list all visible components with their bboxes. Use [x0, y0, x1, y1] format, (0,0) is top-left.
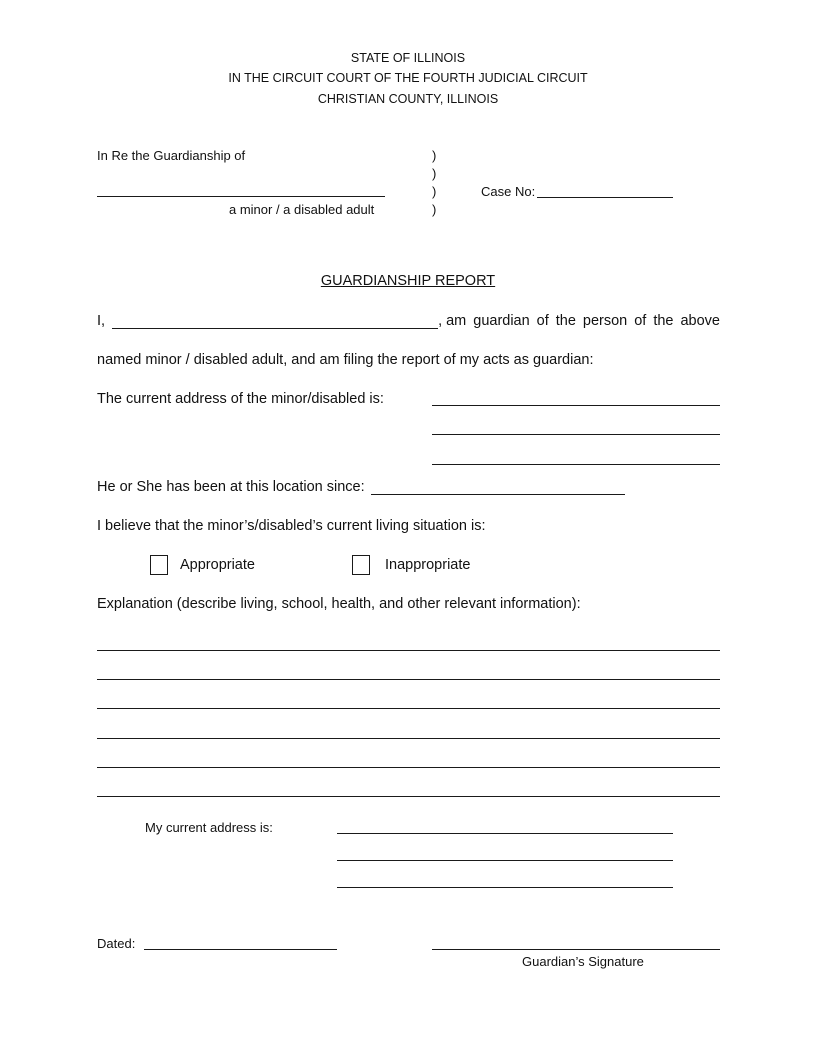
- intro-word-of-2: of: [634, 313, 647, 329]
- inappropriate-checkbox[interactable]: [352, 555, 370, 575]
- ward-address-line-2[interactable]: [432, 434, 720, 435]
- caption-paren-2: ): [432, 166, 437, 181]
- guardian-address-line-1[interactable]: [337, 833, 673, 834]
- case-no-line[interactable]: [537, 197, 673, 198]
- dated-label: Dated:: [97, 936, 136, 951]
- in-re-label: In Re the Guardianship of: [97, 148, 246, 163]
- intro-word-guardian: guardian: [473, 313, 530, 329]
- report-title: GUARDIANSHIP REPORT: [320, 273, 496, 289]
- ward-address-line-3[interactable]: [432, 464, 720, 465]
- appropriate-checkbox[interactable]: [150, 555, 168, 575]
- court-state-heading: STATE OF ILLINOIS: [350, 51, 466, 65]
- ward-type-label: a minor / a disabled adult: [229, 202, 375, 217]
- inappropriate-label: Inappropriate: [385, 557, 471, 573]
- explanation-line-5[interactable]: [97, 767, 720, 768]
- explanation-line-6[interactable]: [97, 796, 720, 797]
- report-title-wrap: [0, 273, 816, 289]
- caption-paren-4: ): [432, 202, 437, 217]
- explanation-line-2[interactable]: [97, 679, 720, 680]
- court-county-heading: CHRISTIAN COUNTY, ILLINOIS: [317, 92, 499, 106]
- intro-prefix: I,: [97, 313, 106, 329]
- since-label: He or She has been at this location since:: [97, 479, 365, 495]
- explanation-label: Explanation (describe living, school, health, and other relevant information):: [97, 596, 581, 612]
- intro-word-am: , am: [438, 313, 467, 329]
- since-date-line[interactable]: [371, 494, 625, 495]
- caption-paren-1: ): [432, 148, 437, 163]
- dated-line[interactable]: [144, 949, 337, 950]
- case-no-label: Case No:: [481, 184, 536, 199]
- intro-lead: [97, 313, 466, 329]
- intro-word-the: the: [555, 313, 576, 329]
- living-situation-label: I believe that the minor’s/disabled’s current living situation is:: [97, 518, 486, 534]
- explanation-line-4[interactable]: [97, 738, 720, 739]
- explanation-line-1[interactable]: [97, 650, 720, 651]
- guardian-address-line-2[interactable]: [337, 860, 673, 861]
- signature-line[interactable]: [432, 949, 720, 950]
- guardian-address-label: My current address is:: [145, 820, 273, 835]
- signature-label: Guardian’s Signature: [522, 954, 644, 969]
- intro-line-2: named minor / disabled adult, and am filing the report of my acts as guardian:: [97, 352, 594, 368]
- explanation-line-3[interactable]: [97, 708, 720, 709]
- appropriate-label: Appropriate: [180, 557, 255, 573]
- guardian-address-line-3[interactable]: [337, 887, 673, 888]
- ward-name-line[interactable]: [97, 196, 385, 197]
- ward-address-label: The current address of the minor/disabled is:: [97, 391, 384, 407]
- ward-address-line-1[interactable]: [432, 405, 720, 406]
- guardian-name-line[interactable]: [112, 314, 438, 329]
- intro-word-person: person: [582, 313, 628, 329]
- caption-paren-3: ): [432, 184, 437, 199]
- intro-word-above: above: [680, 313, 720, 329]
- court-circuit-heading: IN THE CIRCUIT COURT OF THE FOURTH JUDICIAL CIRCUIT: [228, 71, 588, 85]
- intro-word-of: of: [536, 313, 549, 329]
- intro-word-the-2: the: [653, 313, 674, 329]
- intro-line-1: [97, 313, 720, 329]
